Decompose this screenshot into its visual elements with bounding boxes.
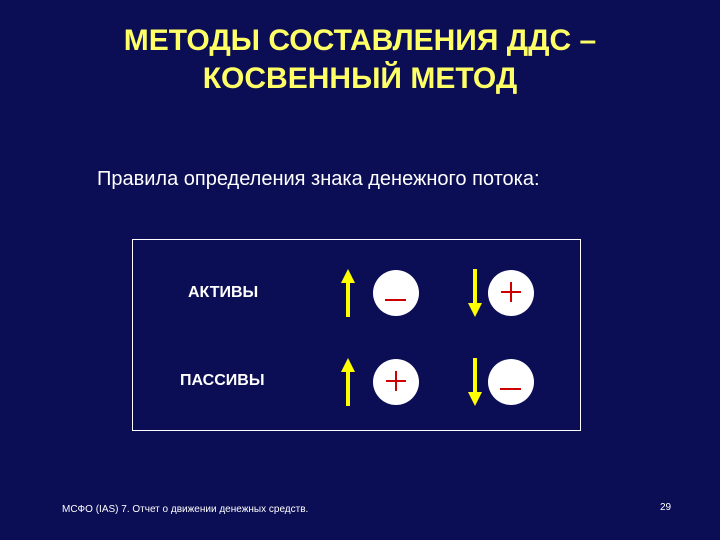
- rules-subtitle: Правила определения знака денежного потока:: [97, 168, 540, 190]
- plus-icon: [488, 270, 534, 316]
- row-label-liabilities: ПАССИВЫ: [180, 372, 265, 389]
- plus-icon: [373, 359, 419, 405]
- minus-icon: [488, 359, 534, 405]
- arrow-up-icon: [339, 358, 357, 406]
- row-label-assets: АКТИВЫ: [188, 284, 259, 301]
- title-line-1: МЕТОДЫ СОСТАВЛЕНИЯ ДДС –: [123, 24, 597, 57]
- slide-title: [0, 22, 720, 98]
- arrow-down-icon: [466, 358, 484, 406]
- footer-source: МСФО (IAS) 7. Отчет о движении денежных средств.: [62, 504, 309, 515]
- minus-icon: [373, 270, 419, 316]
- arrow-up-icon: [339, 269, 357, 317]
- title-line-2: КОСВЕННЫЙ МЕТОД: [202, 62, 518, 95]
- rules-panel: [132, 239, 581, 431]
- arrow-down-icon: [466, 269, 484, 317]
- page-number: 29: [660, 502, 672, 513]
